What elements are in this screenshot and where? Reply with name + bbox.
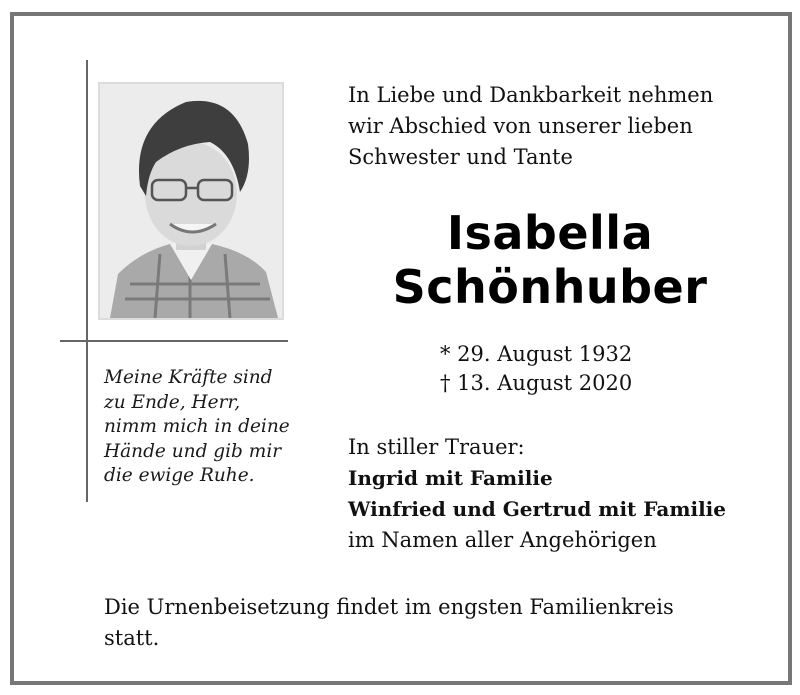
intro-line: Schwester und Tante — [348, 145, 573, 169]
intro-line: In Liebe und Dankbarkeit nehmen — [348, 83, 714, 107]
farewell-quote — [104, 366, 314, 489]
relatives-note: im Namen aller Angehörigen — [348, 528, 657, 552]
quote-line: die ewige Ruhe. — [104, 465, 255, 486]
cross-horizontal-line — [60, 340, 288, 342]
portrait-photo — [98, 82, 284, 320]
closing-line: Die Urnenbeisetzung findet im engsten Familienkreis — [104, 595, 674, 619]
closing-line: statt. — [104, 626, 160, 650]
life-dates — [440, 340, 740, 398]
deceased-name — [300, 206, 800, 314]
birth-date: * 29. August 1932 — [440, 342, 633, 366]
mourner-name: Ingrid mit Familie — [348, 466, 553, 490]
quote-line: zu Ende, Herr, — [104, 391, 241, 413]
burial-notice — [104, 592, 754, 654]
quote-line: Hände und gib mir — [104, 440, 282, 462]
first-name: Isabella — [446, 206, 654, 260]
mourning-heading: In stiller Trauer: — [348, 435, 525, 459]
mourning-section — [348, 432, 768, 556]
quote-line: Meine Kräfte sind — [104, 367, 273, 388]
death-date: † 13. August 2020 — [440, 371, 633, 395]
intro-line: wir Abschied von unserer lieben — [348, 114, 693, 138]
last-name: Schönhuber — [392, 260, 708, 314]
mourner-name: Winfried und Gertrud mit Familie — [348, 497, 726, 521]
cross-vertical-line — [86, 60, 88, 502]
intro-text — [348, 80, 768, 173]
quote-line: nimm mich in deine — [104, 416, 290, 437]
